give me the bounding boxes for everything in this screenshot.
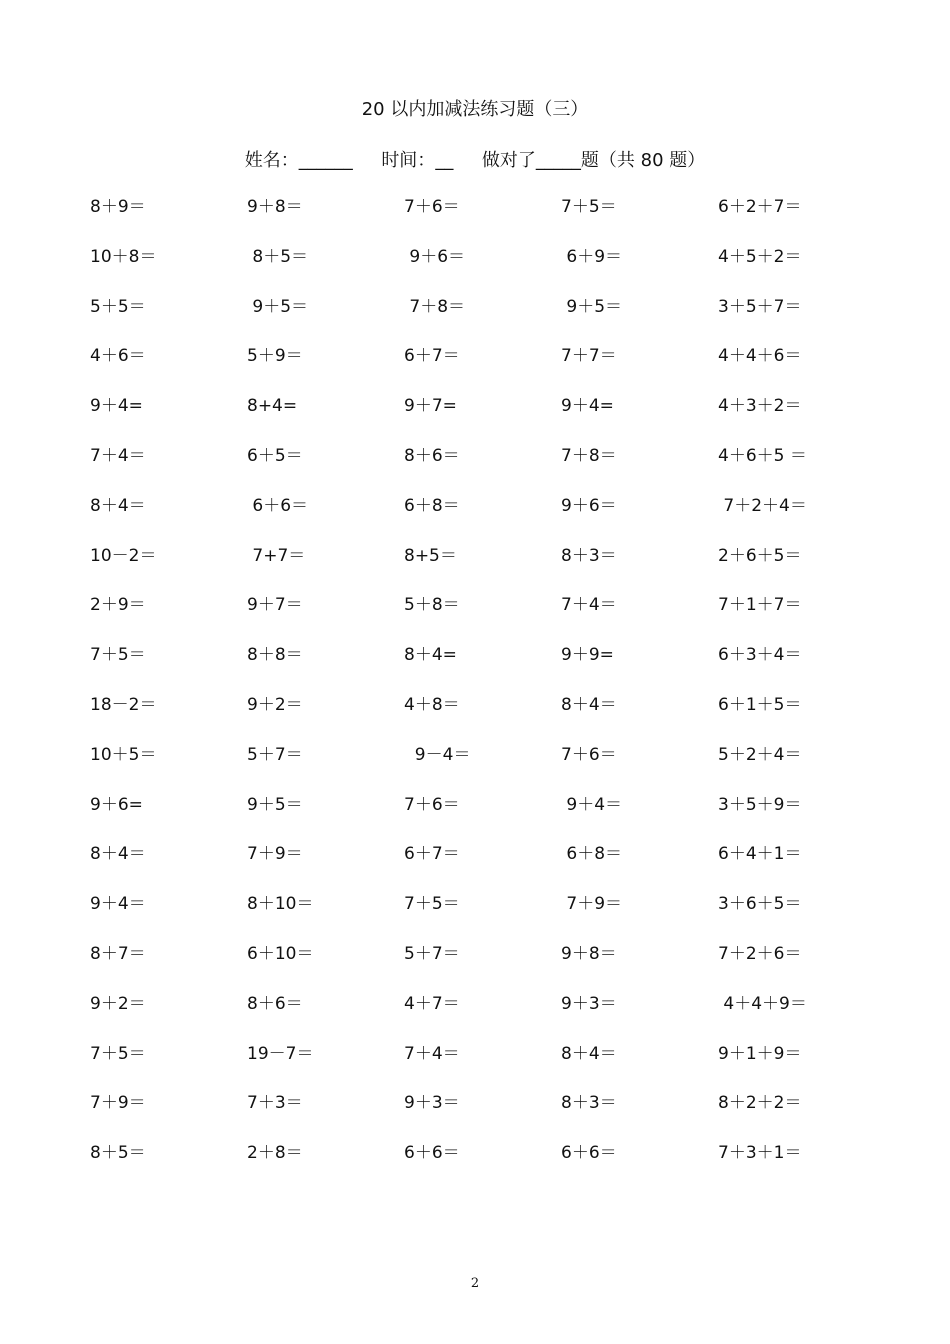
name-label: 姓名： xyxy=(244,150,299,171)
math-problem: 7＋4＝ xyxy=(404,1043,460,1064)
math-problem: 5＋9＝ xyxy=(247,346,303,367)
math-problem: 9＋5＝ xyxy=(561,296,623,317)
math-problem: 7＋2＋6＝ xyxy=(718,943,802,964)
student-info-line xyxy=(0,146,950,172)
correct-blank: _____ xyxy=(535,150,581,171)
math-problem: 7＋5＝ xyxy=(90,1043,146,1064)
math-problem: 4＋4＋9＝ xyxy=(718,993,807,1014)
math-problem: 7＋8＝ xyxy=(404,296,466,317)
math-problem: 8＋10＝ xyxy=(247,894,314,915)
math-problem: 6＋7＝ xyxy=(404,844,460,865)
math-problem: 6＋2＋7＝ xyxy=(718,197,802,217)
math-problem: 8＋7＝ xyxy=(90,943,146,964)
math-problem: 9＋2＝ xyxy=(90,993,146,1014)
math-problem: 4＋3＋2＝ xyxy=(718,396,802,417)
math-problem: 4＋4＋6＝ xyxy=(718,346,802,367)
math-problem: 4＋6＋5 ＝ xyxy=(718,445,807,466)
math-problem: 8＋4＝ xyxy=(561,694,617,715)
math-problem: 5＋2＋4＝ xyxy=(718,744,802,765)
math-problem: 9＋6= xyxy=(90,794,143,815)
math-problem: 3＋5＋7＝ xyxy=(718,296,802,317)
math-problem: 9＋4= xyxy=(90,396,143,417)
math-problem: 8＋4= xyxy=(404,645,457,666)
math-problem: 9＋6＝ xyxy=(404,246,466,267)
math-problem: 7＋4＝ xyxy=(90,445,146,466)
math-problem: 18－2＝ xyxy=(90,694,157,715)
math-problem: 7＋5＝ xyxy=(404,894,460,915)
math-problem: 7＋5＝ xyxy=(561,197,617,217)
problem-grid xyxy=(90,193,875,1189)
math-problem: 8＋5＝ xyxy=(247,246,309,267)
math-problem: 8+4= xyxy=(247,396,298,417)
math-problem: 9＋9= xyxy=(561,645,614,666)
math-problem: 7＋7＝ xyxy=(561,346,617,367)
math-problem: 8＋3＝ xyxy=(561,1093,617,1114)
math-problem: 7＋6＝ xyxy=(404,197,460,217)
math-problem: 9＋2＝ xyxy=(247,694,303,715)
time-label: 时间： xyxy=(381,150,436,171)
math-problem: 3＋6＋5＝ xyxy=(718,894,802,915)
math-problem: 9＋3＝ xyxy=(404,1093,460,1114)
math-problem: 7＋6＝ xyxy=(561,744,617,765)
math-problem: 5＋8＝ xyxy=(404,595,460,616)
math-problem: 9＋5＝ xyxy=(247,794,303,815)
math-problem: 19－7＝ xyxy=(247,1043,314,1064)
math-problem: 6＋3＋4＝ xyxy=(718,645,802,666)
math-problem: 10＋5＝ xyxy=(90,744,157,765)
math-problem: 7＋3＝ xyxy=(247,1093,303,1114)
math-problem: 9＋6＝ xyxy=(561,495,617,516)
math-problem: 2＋6＋5＝ xyxy=(718,545,802,566)
math-problem: 8+5＝ xyxy=(404,545,457,566)
correct-label: 做对了 xyxy=(481,150,536,171)
math-problem: 6＋6＝ xyxy=(247,495,309,516)
math-problem: 7＋1＋7＝ xyxy=(718,595,802,616)
math-problem: 7＋4＝ xyxy=(561,595,617,616)
math-problem: 8＋8＝ xyxy=(247,645,303,666)
math-problem: 3＋5＋9＝ xyxy=(718,794,802,815)
math-problem: 6＋10＝ xyxy=(247,943,314,964)
math-problem: 8＋2＋2＝ xyxy=(718,1093,802,1114)
math-problem: 9－4＝ xyxy=(404,744,471,765)
math-problem: 8＋6＝ xyxy=(247,993,303,1014)
math-problem: 4＋6＝ xyxy=(90,346,146,367)
math-problem: 6＋8＝ xyxy=(561,844,623,865)
math-problem: 7＋6＝ xyxy=(404,794,460,815)
math-problem: 5＋5＝ xyxy=(90,296,146,317)
math-problem: 7＋5＝ xyxy=(90,645,146,666)
math-problem: 10＋8＝ xyxy=(90,246,157,267)
math-problem: 9＋8＝ xyxy=(247,197,303,217)
math-problem: 5＋7＝ xyxy=(404,943,460,964)
math-problem: 7＋9＝ xyxy=(561,894,623,915)
math-problem: 9＋5＝ xyxy=(247,296,309,317)
math-problem: 8＋4＝ xyxy=(90,844,146,865)
math-problem: 7＋2＋4＝ xyxy=(718,495,807,516)
math-problem: 7＋8＝ xyxy=(561,445,617,466)
math-problem: 7＋9＝ xyxy=(90,1093,146,1114)
math-problem: 2＋9＝ xyxy=(90,595,146,616)
math-problem: 9＋8＝ xyxy=(561,943,617,964)
time-blank: __ xyxy=(435,150,454,171)
math-problem: 2＋8＝ xyxy=(247,1143,303,1164)
math-problem: 4＋8＝ xyxy=(404,694,460,715)
math-problem: 8＋4＝ xyxy=(561,1043,617,1064)
math-problem: 9＋1＋9＝ xyxy=(718,1043,802,1064)
math-problem: 8＋6＝ xyxy=(404,445,460,466)
page-number: 2 xyxy=(470,1276,480,1291)
math-problem: 8＋3＝ xyxy=(561,545,617,566)
math-problem: 6＋9＝ xyxy=(561,246,623,267)
math-problem: 6＋5＝ xyxy=(247,445,303,466)
math-problem: 9＋4＝ xyxy=(90,894,146,915)
math-problem: 9＋4＝ xyxy=(561,794,623,815)
math-problem: 9＋3＝ xyxy=(561,993,617,1014)
math-problem: 6＋1＋5＝ xyxy=(718,694,802,715)
math-problem: 4＋7＝ xyxy=(404,993,460,1014)
math-problem: 7＋9＝ xyxy=(247,844,303,865)
math-problem: 6＋6＝ xyxy=(561,1143,617,1164)
math-problem: 9＋4= xyxy=(561,396,614,417)
math-problem: 7+7＝ xyxy=(247,545,306,566)
math-problem: 6＋4＋1＝ xyxy=(718,844,802,865)
math-problem: 8＋4＝ xyxy=(90,495,146,516)
correct-suffix: 题（共 80 题） xyxy=(580,150,706,171)
math-problem: 7＋3＋1＝ xyxy=(718,1143,802,1164)
math-problem: 10－2＝ xyxy=(90,545,157,566)
math-problem: 6＋7＝ xyxy=(404,346,460,367)
math-problem: 4＋5＋2＝ xyxy=(718,246,802,267)
math-problem: 8＋9＝ xyxy=(90,197,146,217)
math-problem: 9＋7= xyxy=(404,396,457,417)
math-problem: 6＋6＝ xyxy=(404,1143,460,1164)
math-problem: 5＋7＝ xyxy=(247,744,303,765)
math-problem: 6＋8＝ xyxy=(404,495,460,516)
page-title: 20 以内加减法练习题（三） xyxy=(361,99,589,120)
name-blank: ______ xyxy=(298,150,353,171)
math-problem: 9＋7＝ xyxy=(247,595,303,616)
math-problem: 8＋5＝ xyxy=(90,1143,146,1164)
